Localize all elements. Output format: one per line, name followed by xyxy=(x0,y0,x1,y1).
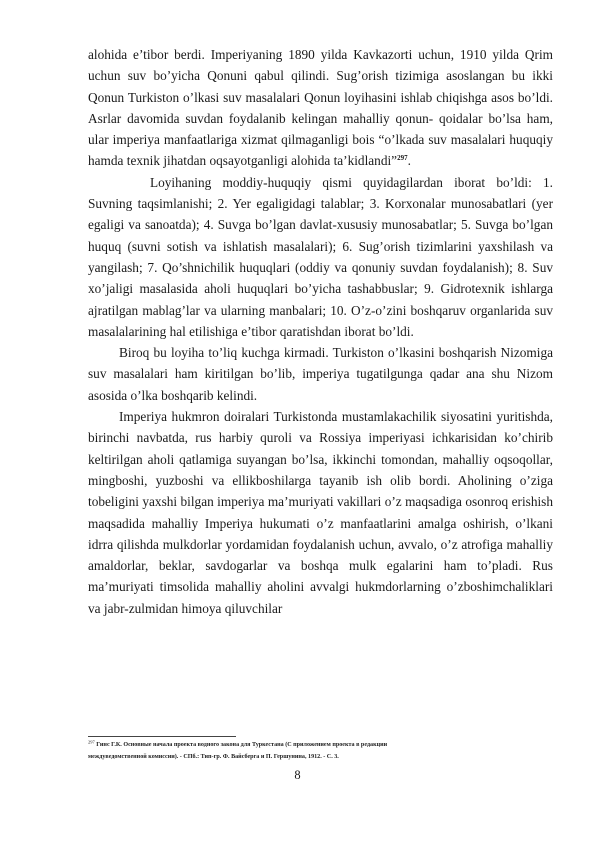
page-number: 8 xyxy=(294,768,301,782)
paragraph-3: Biroq bu loyiha to’liq kuchga kirmadi. Turkiston o’lkasini boshqarish Nizomiga suv masalalari ham kiritilgan bo’lib, imperiya tugatilgunga qadar ana shu Nizom asosida o’lka boshqarib kelindi. xyxy=(88,345,553,403)
footnote-line-2: междуведомственной комиссии). - СПб.: Тип-гр. Ф. Вайсберга и П. Гершунина, 1912. - С. 3. xyxy=(88,753,339,760)
paragraph-1 xyxy=(88,44,553,172)
footnote-reference[interactable]: 297 xyxy=(397,154,408,163)
footnote-number: 297 xyxy=(88,739,95,745)
footnote xyxy=(88,740,488,763)
footnote-divider xyxy=(88,736,236,737)
paragraph-1-text: alohida e’tibor berdi. Imperiyaning 1890 yilda Kavkazorti uchun, 1910 yilda Qrim uchun suv bo’yicha Qonuni qabul qilindi. Sug’orish tizimiga asoslangan bu ikki Qonun Turkiston o’lkasi suv masalalari Qonun loyihasini ishlab chiqishga asos bo’ldi. Asrlar davomida suvdan foydalanib kelingan mahalliy qonun- qoidalar bo’lsa ham, ular imperiya manfaatlariga xizmat qilmaganligi bois “o’lkada suv masalalari huquqiy hamda texnik jihatdan oqsayotganligi alohida ta’kidlandi” xyxy=(88,47,553,169)
paragraph-4: Imperiya hukmron doiralari Turkistonda mustamlakachilik siyosatini yuritishda, birinchi navbatda, rus harbiy quroli va Rossiya imperiyasi ichkarisidan ko’chirib keltirilgan aholi qatlamiga suyangan bo’lsa, ikkinchi tomondan, mahalliy oqsoqollar, mingboshi, yuzboshi va ellikboshilarga tayanib ish olib bordi. Aholining o’ziga tobeligini yaxshi bilgan imperiya ma’muriyati vakillari o’z maqsadiga osonroq erishish maqsadida mahalliy Imperiya hukumati o’z manfaatlarini amalga oshirish, o’lkani idrra qilishda mulkdorlar yordamidan foydalanish uchun, avvalo, o’z atrofiga mahalliy amaldorlar, beklar, savdogarlar va boshqa mulk egalarini ham to’pladi. Rus ma’muriyati timsolida mahalliy aholini avvalgi hukmdorlarning o’zboshimchaliklari va jabr-zulmidan himoya qiluvchilar xyxy=(88,409,553,616)
paragraph-2: Loyihaning moddiy-huquqiy qismi quyidagilardan iborat bo’ldi: 1. Suvning taqsimlanishi; 2. Yer egaligidagi talablar; 3. Korxonalar munosabatlari (yer egaligi va sanoatda); 4. Suvga bo’lgan davlat-xususiy munosabatlar; 5. Suvga bo’lgan huquq (suvni sotish va ishlatish masalalari); 6. Sug’orish tizimlarini yaxshilash va yangilash; 7. Qo’shnichilik huquqlari (oddiy va qonuniy suvdan foydalanish); 8. Suv xo’jaligi masalasida aholi huquqlari bo’yicha tashabbuslar; 9. Gidrotexnik ishlarga ajratilgan mablag’lar va ularning manbalari; 10. O’z-o’zini boshqaruv organlarida suv masalalarining hal etilishiga e’tibor qaratishdan iborat bo’ldi. xyxy=(88,174,553,339)
paragraph-1-tail: . xyxy=(407,153,411,169)
document-body xyxy=(88,44,553,619)
footnote-text-1: Гинс Г.К. Основные начала проекта водного закона для Туркестана (С приложением проекта в редакции xyxy=(96,742,388,748)
footnote-line-1 xyxy=(88,740,488,752)
